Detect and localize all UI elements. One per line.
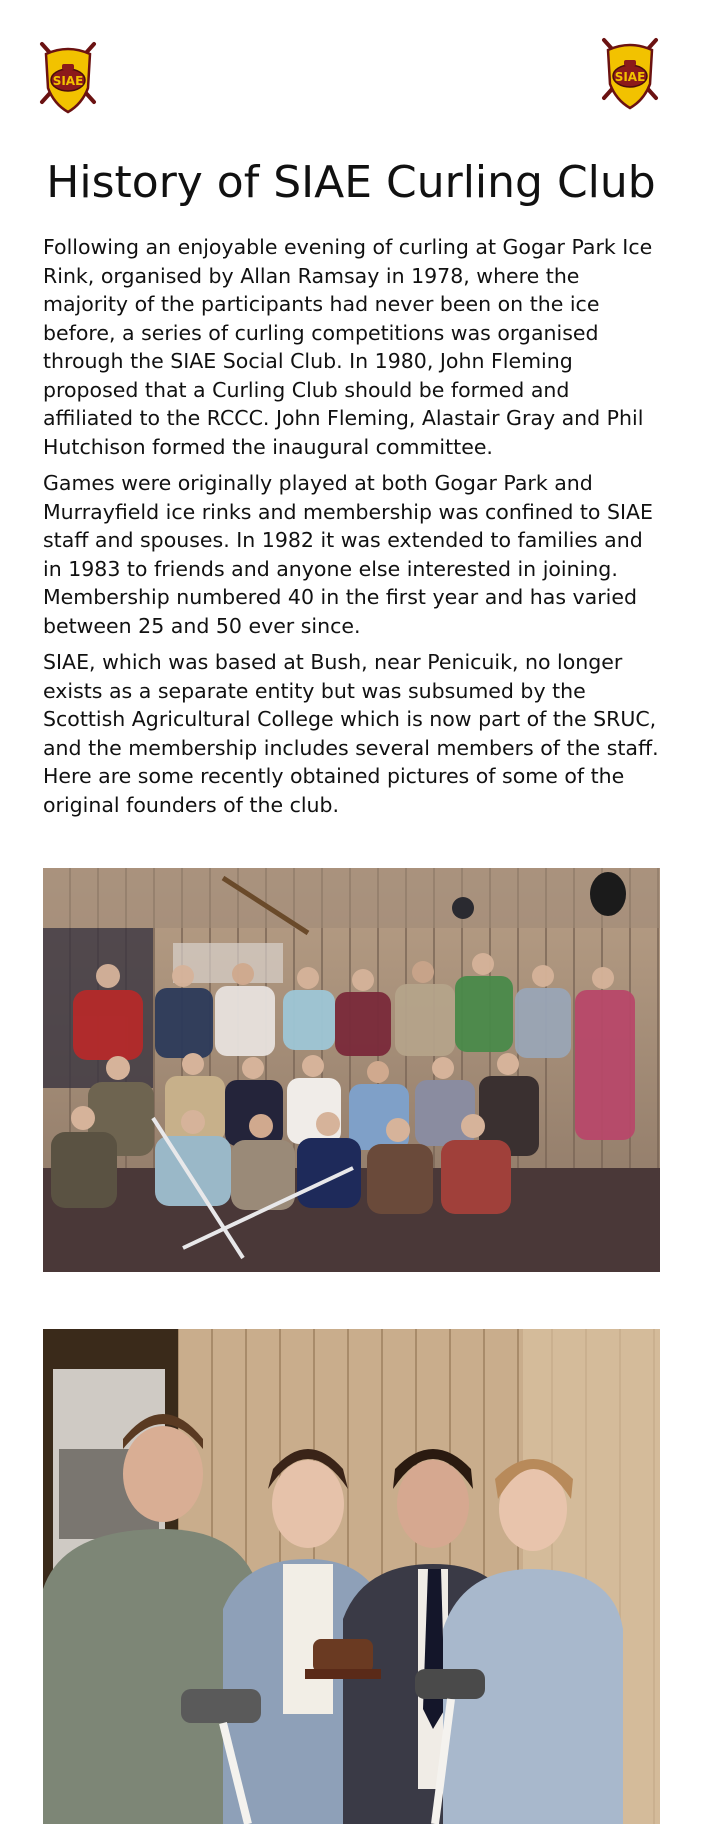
founders-photo-image (43, 1329, 660, 1824)
paragraph-founding: Following an enjoyable evening of curling at Gogar Park Ice Rink, organised by Allan Ramsay in 1978, where the majority of the participants had never been on the ice before, a series of curling competitions was organised through the SIAE Social Club. In 1980, John Fleming proposed that a Curling Club should be formed and affiliated to the RCCC. John Fleming, Alastair Gray and Phil Hutchison formed the inaugural committee. (43, 235, 653, 459)
club-logo-left (36, 40, 100, 116)
curling-club-crest-icon (598, 36, 662, 112)
club-logo-right (598, 36, 662, 112)
curling-club-crest-icon (36, 40, 100, 116)
paragraph-membership: Games were originally played at both Gogar Park and Murrayfield ice rinks and membership was confined to SIAE staff and spouses. In 1982 it was extended to families and in 1983 to friends and anyone else interested in joining. Membership numbered 40 in the first year and has varied between 25 and 50 ever since. (43, 471, 653, 638)
crest-text: SIAE (614, 70, 646, 84)
page-title: History of SIAE Curling Club (46, 157, 656, 208)
group-photo-image (43, 868, 660, 1272)
paragraph-siae: SIAE, which was based at Bush, near Penicuik, no longer exists as a separate entity but was subsumed by the Scottish Agricultural College which is now part of the SRUC, and the membership includes several members of the staff. Here are some recently obtained pictures of some of the original founders of the club. (43, 650, 659, 817)
crest-text: SIAE (52, 74, 84, 88)
founders-photo (43, 1329, 660, 1824)
group-photo (43, 868, 660, 1272)
history-text (43, 233, 665, 827)
